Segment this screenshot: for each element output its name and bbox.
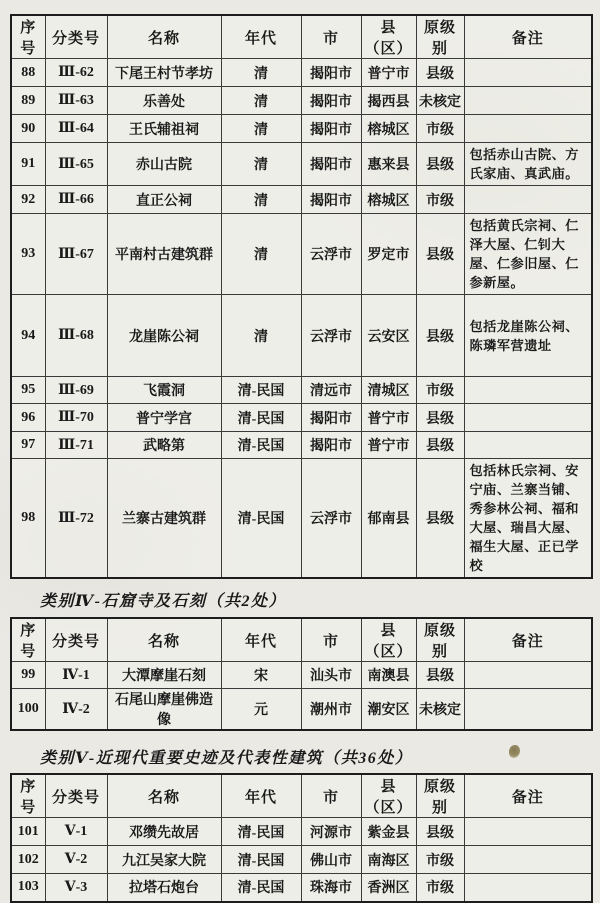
cell-serial: 89 (11, 87, 45, 115)
cell-level: 市级 (416, 377, 464, 404)
cell-era: 清 (221, 59, 301, 87)
cell-city: 珠海市 (301, 874, 361, 902)
cell-serial: 99 (11, 662, 45, 689)
column-header-class-no: 分类号 (45, 618, 107, 662)
cell-name: 邓缵先故居 (107, 818, 221, 846)
cell-remark: 包括龙崖陈公祠、陈璘军营遗址 (464, 295, 592, 377)
column-header-orig-level: 原级别 (416, 15, 464, 59)
column-header-orig-level: 原级别 (416, 618, 464, 662)
cell-level: 未核定 (416, 87, 464, 115)
cell-serial: 98 (11, 459, 45, 579)
cell-remark (464, 115, 592, 143)
cell-level: 县级 (416, 432, 464, 459)
column-header-name: 名称 (107, 774, 221, 818)
cell-era: 清 (221, 186, 301, 214)
cell-name: 赤山古院 (107, 143, 221, 186)
cell-name: 平南村古建筑群 (107, 214, 221, 295)
section-title-category-4: 类别Ⅳ-石窟寺及石刻（共2处） (40, 593, 286, 610)
column-header-county: 县（区） (361, 15, 416, 59)
cell-class-no: Ⅲ-71 (45, 432, 107, 459)
cell-county: 南海区 (361, 846, 416, 874)
cell-name: 兰寨古建筑群 (107, 459, 221, 579)
cell-remark (464, 404, 592, 432)
cell-name: 飞霞洞 (107, 377, 221, 404)
cell-class-no: Ⅲ-64 (45, 115, 107, 143)
cell-remark (464, 377, 592, 404)
column-header-remark: 备注 (464, 774, 592, 818)
cell-level: 县级 (416, 295, 464, 377)
table-row (11, 143, 592, 186)
heritage-table-category-5 (10, 773, 593, 903)
cell-county: 普宁市 (361, 59, 416, 87)
section-title-category-5: 类别Ⅴ-近现代重要史迹及代表性建筑（共36处） (40, 750, 413, 767)
cell-city: 云浮市 (301, 214, 361, 295)
cell-class-no: Ⅲ-63 (45, 87, 107, 115)
column-header-remark: 备注 (464, 618, 592, 662)
cell-level: 未核定 (416, 689, 464, 731)
column-header-remark: 备注 (464, 15, 592, 59)
cell-class-no: Ⅳ-1 (45, 662, 107, 689)
cell-class-no: Ⅲ-65 (45, 143, 107, 186)
cell-city: 河源市 (301, 818, 361, 846)
cell-county: 紫金县 (361, 818, 416, 846)
cell-city: 潮州市 (301, 689, 361, 731)
cell-remark (464, 846, 592, 874)
cell-serial: 93 (11, 214, 45, 295)
cell-city: 云浮市 (301, 295, 361, 377)
cell-era: 清-民国 (221, 846, 301, 874)
table-row (11, 818, 592, 846)
cell-serial: 88 (11, 59, 45, 87)
cell-serial: 102 (11, 846, 45, 874)
cell-city: 揭阳市 (301, 143, 361, 186)
cell-era: 清-民国 (221, 818, 301, 846)
cell-city: 佛山市 (301, 846, 361, 874)
cell-class-no: Ⅴ-1 (45, 818, 107, 846)
cell-serial: 103 (11, 874, 45, 902)
column-header-city: 市 (301, 15, 361, 59)
table-row (11, 689, 592, 731)
table-row (11, 295, 592, 377)
table-row (11, 214, 592, 295)
cell-name: 石尾山摩崖佛造像 (107, 689, 221, 731)
cell-level: 县级 (416, 818, 464, 846)
cell-county: 香洲区 (361, 874, 416, 902)
cell-remark (464, 874, 592, 902)
table-row (11, 662, 592, 689)
cell-name: 直正公祠 (107, 186, 221, 214)
cell-city: 揭阳市 (301, 115, 361, 143)
cell-level: 市级 (416, 186, 464, 214)
cell-name: 九江吴家大院 (107, 846, 221, 874)
table-row (11, 115, 592, 143)
cell-county: 南澳县 (361, 662, 416, 689)
cell-remark (464, 662, 592, 689)
cell-era: 清 (221, 143, 301, 186)
cell-level: 县级 (416, 459, 464, 579)
cell-class-no: Ⅲ-69 (45, 377, 107, 404)
cell-name: 王氏辅祖祠 (107, 115, 221, 143)
cell-serial: 97 (11, 432, 45, 459)
heritage-table-category-3 (10, 14, 593, 579)
cell-city: 揭阳市 (301, 186, 361, 214)
column-header-serial: 序号 (11, 15, 45, 59)
cell-era: 宋 (221, 662, 301, 689)
cell-era: 清 (221, 115, 301, 143)
cell-era: 清-民国 (221, 432, 301, 459)
table-row (11, 846, 592, 874)
heritage-table-category-4 (10, 617, 593, 731)
cell-serial: 90 (11, 115, 45, 143)
column-header-era: 年代 (221, 15, 301, 59)
column-header-county: 县（区） (361, 774, 416, 818)
table-row (11, 459, 592, 579)
cell-city: 揭阳市 (301, 432, 361, 459)
cell-remark (464, 87, 592, 115)
column-header-name: 名称 (107, 618, 221, 662)
cell-city: 清远市 (301, 377, 361, 404)
column-header-county: 县（区） (361, 618, 416, 662)
header-row (11, 618, 592, 662)
column-header-city: 市 (301, 774, 361, 818)
cell-era: 清-民国 (221, 404, 301, 432)
cell-county: 榕城区 (361, 186, 416, 214)
cell-serial: 96 (11, 404, 45, 432)
column-header-serial: 序号 (11, 774, 45, 818)
column-header-serial: 序号 (11, 618, 45, 662)
cell-class-no: Ⅲ-62 (45, 59, 107, 87)
column-header-class-no: 分类号 (45, 15, 107, 59)
table-row (11, 186, 592, 214)
cell-serial: 92 (11, 186, 45, 214)
cell-remark (464, 186, 592, 214)
cell-name: 普宁学宫 (107, 404, 221, 432)
cell-class-no: Ⅳ-2 (45, 689, 107, 731)
cell-city: 揭阳市 (301, 404, 361, 432)
cell-class-no: Ⅴ-3 (45, 874, 107, 902)
cell-county: 罗定市 (361, 214, 416, 295)
column-header-city: 市 (301, 618, 361, 662)
cell-remark: 包括林氏宗祠、安宁庙、兰寨当铺、秀参林公祠、福和大屋、瑞昌大屋、福生大屋、正已学校 (464, 459, 592, 579)
cell-name: 拉塔石炮台 (107, 874, 221, 902)
cell-era: 清 (221, 214, 301, 295)
cell-level: 市级 (416, 115, 464, 143)
cell-remark (464, 818, 592, 846)
cell-remark (464, 689, 592, 731)
cell-class-no: Ⅲ-67 (45, 214, 107, 295)
cell-serial: 100 (11, 689, 45, 731)
cell-remark (464, 432, 592, 459)
cell-county: 惠来县 (361, 143, 416, 186)
header-row (11, 774, 592, 818)
cell-county: 普宁市 (361, 432, 416, 459)
cell-serial: 91 (11, 143, 45, 186)
cell-level: 县级 (416, 143, 464, 186)
table-row (11, 59, 592, 87)
cell-era: 清-民国 (221, 377, 301, 404)
column-header-era: 年代 (221, 774, 301, 818)
cell-county: 郁南县 (361, 459, 416, 579)
column-header-name: 名称 (107, 15, 221, 59)
cell-remark: 包括黄氏宗祠、仁泽大屋、仁钊大屋、仁参旧屋、仁参新屋。 (464, 214, 592, 295)
cell-county: 普宁市 (361, 404, 416, 432)
cell-era: 清-民国 (221, 459, 301, 579)
cell-level: 县级 (416, 59, 464, 87)
cell-level: 县级 (416, 214, 464, 295)
table-row (11, 404, 592, 432)
column-header-class-no: 分类号 (45, 774, 107, 818)
cell-level: 县级 (416, 662, 464, 689)
scanned-document-page (0, 14, 600, 897)
cell-remark (464, 59, 592, 87)
cell-era: 元 (221, 689, 301, 731)
cell-name: 龙崖陈公祠 (107, 295, 221, 377)
cell-era: 清 (221, 87, 301, 115)
cell-name: 大潭摩崖石刻 (107, 662, 221, 689)
column-header-orig-level: 原级别 (416, 774, 464, 818)
table-row (11, 87, 592, 115)
cell-level: 市级 (416, 846, 464, 874)
cell-county: 云安区 (361, 295, 416, 377)
cell-city: 汕头市 (301, 662, 361, 689)
column-header-era: 年代 (221, 618, 301, 662)
cell-city: 揭阳市 (301, 87, 361, 115)
cell-name: 武略第 (107, 432, 221, 459)
cell-county: 清城区 (361, 377, 416, 404)
cell-remark: 包括赤山古院、方氏家庙、真武庙。 (464, 143, 592, 186)
header-row (11, 15, 592, 59)
cell-serial: 101 (11, 818, 45, 846)
cell-city: 揭阳市 (301, 59, 361, 87)
cell-class-no: Ⅲ-72 (45, 459, 107, 579)
cell-era: 清-民国 (221, 874, 301, 902)
cell-city: 云浮市 (301, 459, 361, 579)
cell-class-no: Ⅲ-70 (45, 404, 107, 432)
table-row (11, 377, 592, 404)
cell-name: 乐善处 (107, 87, 221, 115)
cell-county: 揭西县 (361, 87, 416, 115)
cell-era: 清 (221, 295, 301, 377)
cell-class-no: Ⅴ-2 (45, 846, 107, 874)
cell-level: 县级 (416, 404, 464, 432)
cell-county: 潮安区 (361, 689, 416, 731)
cell-serial: 95 (11, 377, 45, 404)
cell-county: 榕城区 (361, 115, 416, 143)
table-row (11, 432, 592, 459)
cell-class-no: Ⅲ-66 (45, 186, 107, 214)
cell-name: 下尾王村节孝坊 (107, 59, 221, 87)
cell-level: 市级 (416, 874, 464, 902)
cell-class-no: Ⅲ-68 (45, 295, 107, 377)
cell-serial: 94 (11, 295, 45, 377)
table-row (11, 874, 592, 902)
